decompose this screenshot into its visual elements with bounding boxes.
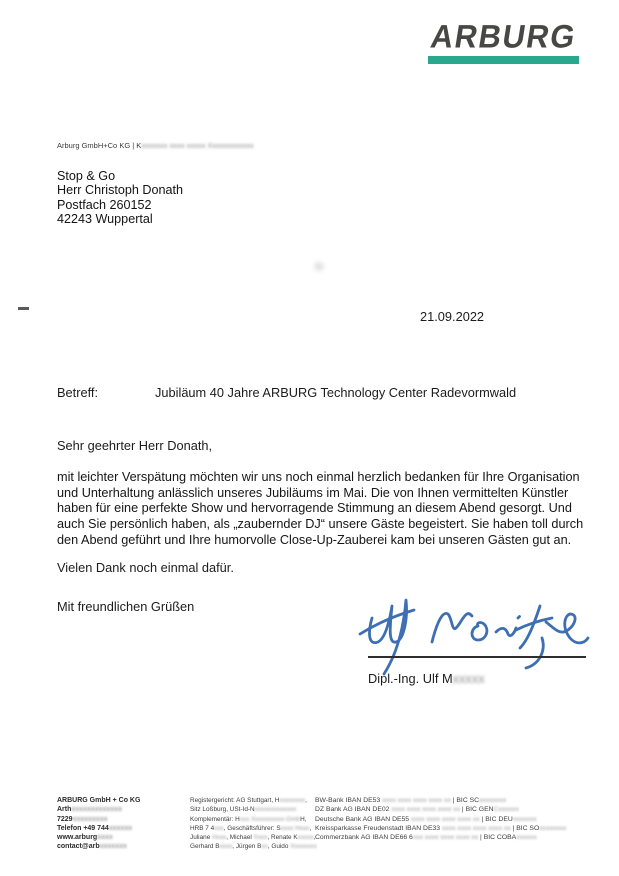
redacted-text: xxxxxx bbox=[516, 834, 537, 842]
text-segment: Gerhard B bbox=[190, 843, 220, 851]
text-segment: Sitz Loßburg, USt-Id-N bbox=[190, 806, 255, 814]
footer-legal-line bbox=[190, 824, 317, 833]
text-segment: | BIC SC bbox=[450, 797, 480, 804]
body-paragraph bbox=[57, 470, 609, 549]
text-segment: | BIC DEU bbox=[479, 815, 513, 823]
footer-email-line bbox=[57, 842, 140, 851]
text-segment: 7229 bbox=[57, 815, 73, 823]
letter-date: 21.09.2022 bbox=[420, 309, 485, 324]
redacted-text: xxxx xxxx xxxx xxxx xx bbox=[441, 824, 511, 832]
text-segment: www.arburg bbox=[57, 834, 98, 842]
text-segment: , Guido bbox=[267, 843, 291, 851]
recipient-city: 42243 Wuppertal bbox=[57, 212, 153, 227]
body-line: auch Sie persönlich haben, als „zaubernder DJ“ unsere Gäste begeistert. Sie haben toll durch bbox=[57, 517, 584, 532]
fold-mark bbox=[18, 307, 29, 310]
footer-legal-column bbox=[190, 796, 317, 852]
sender-return-address bbox=[57, 141, 254, 150]
text-segment: Juliane bbox=[190, 834, 213, 842]
footer-legal-line bbox=[190, 842, 317, 851]
redacted-text: xxxx bbox=[219, 843, 233, 851]
redacted-text: xxxxx bbox=[452, 671, 485, 686]
footer-bank-column bbox=[315, 796, 566, 842]
text-segment: contact@arb bbox=[57, 843, 100, 851]
body-line: mit leichter Verspätung möchten wir uns noch einmal herzlich bedanken für Ihre Organisation bbox=[57, 470, 580, 484]
closing-line: Mit freundlichen Grüßen bbox=[57, 599, 195, 614]
redacted-text: xxxx Hxxx bbox=[280, 824, 310, 832]
recipient-name: Herr Christoph Donath bbox=[57, 183, 183, 198]
subject-row bbox=[57, 385, 516, 400]
recipient-company: Stop & Go bbox=[57, 169, 116, 183]
text-segment: , bbox=[305, 797, 307, 804]
text-segment: Komplementär: H bbox=[190, 815, 240, 823]
redacted-text: xxxx xxxx xxxx xxxx xx bbox=[410, 815, 480, 823]
text-segment: , Jürgen B bbox=[232, 843, 262, 851]
redacted-text: Hxxx bbox=[212, 834, 227, 842]
text-segment: H, bbox=[300, 815, 307, 823]
thanks-line: Vielen Dank noch einmal dafür. bbox=[57, 560, 234, 575]
text-segment: Telefon +49 744 bbox=[57, 824, 109, 832]
text-segment: Arburg GmbH+Co KG | K bbox=[57, 141, 142, 150]
footer-company-column bbox=[57, 796, 140, 852]
recipient-po-box: Postfach 260152 bbox=[57, 197, 152, 212]
redacted-text: xxxxxxx xxxx xxxxx Xxxxxxxxxxxx bbox=[141, 141, 254, 150]
redacted-text: xxxx bbox=[97, 834, 113, 842]
footer-bank-line bbox=[315, 796, 566, 805]
arburg-logo-bar bbox=[428, 56, 579, 64]
scan-artifact bbox=[314, 262, 324, 271]
signature-rule bbox=[368, 656, 586, 658]
redacted-text: xxxxxxxx bbox=[539, 824, 567, 832]
redacted-text: xxxxx bbox=[297, 834, 314, 842]
signature-strokes bbox=[360, 600, 588, 674]
text-segment: Arth bbox=[57, 806, 72, 814]
redacted-text: xxx bbox=[214, 824, 224, 832]
redacted-text: xxxxxxxx bbox=[279, 797, 306, 804]
redacted-text: xxx Xxxxxxxxxx-Gmb bbox=[239, 815, 301, 823]
redacted-text: xxxx xxxx xxxx xxxx xx bbox=[382, 797, 451, 804]
handwritten-signature bbox=[356, 588, 591, 680]
text-segment: | BIC COBA bbox=[478, 834, 517, 842]
redacted-text: xxxxxxxxxxxxx bbox=[254, 806, 297, 814]
arburg-logo bbox=[428, 20, 579, 64]
redacted-text: xxxxxxxxxxxxx bbox=[71, 806, 123, 814]
footer-company-line bbox=[57, 815, 140, 824]
text-segment: , Renate K bbox=[267, 834, 298, 842]
text-segment: | BIC GEN bbox=[460, 806, 494, 814]
signatory-name bbox=[368, 671, 485, 686]
text-segment: Dipl.-Ing. Ulf M bbox=[368, 671, 453, 686]
text-segment: ARBURG GmbH + Co KG bbox=[57, 797, 141, 804]
text-segment: Kreissparkasse Freudenstadt IBAN DE33 bbox=[315, 824, 442, 832]
footer-legal-line bbox=[190, 833, 317, 842]
text-segment: , bbox=[309, 824, 312, 832]
text-segment: , Michael bbox=[226, 834, 254, 842]
subject-text: Jubiläum 40 Jahre ARBURG Technology Center Radevormwald bbox=[155, 385, 517, 400]
salutation: Sehr geehrter Herr Donath, bbox=[57, 438, 213, 453]
body-line: und Unterhaltung anlässlich unseres Jubiläums im Mai. Die von Ihnen vermittelten Künstler bbox=[57, 485, 569, 500]
text-segment: Commerzbank AG IBAN DE66 6 bbox=[315, 834, 413, 842]
arburg-logo-wordmark: ARBURG bbox=[428, 18, 580, 55]
text-segment: DZ Bank AG IBAN DE02 bbox=[315, 806, 392, 814]
recipient-address-block bbox=[57, 169, 183, 227]
text-segment: , bbox=[313, 834, 316, 842]
subject-label: Betreff: bbox=[57, 385, 99, 400]
text-segment: Registergericht: AG Stuttgart, H bbox=[190, 797, 280, 804]
redacted-text: Xxxxxxxx bbox=[290, 843, 317, 851]
footer-company-line bbox=[57, 805, 140, 814]
redacted-text: Xxxx bbox=[253, 834, 268, 842]
footer-bank-line bbox=[315, 824, 566, 833]
redacted-text: xxxxxxx bbox=[99, 843, 127, 851]
body-line: den Abend geführt und Ihre humorvolle Close-Up-Zauberei kam bei unseren Gästen gut an. bbox=[57, 532, 572, 547]
text-segment: BW-Bank IBAN DE53 bbox=[315, 797, 383, 804]
footer-phone-line bbox=[57, 824, 140, 833]
redacted-text: xx bbox=[261, 843, 268, 851]
footer-legal-line bbox=[190, 796, 317, 805]
text-segment: HRB 7 4 bbox=[190, 824, 215, 832]
text-segment: Deutsche Bank AG IBAN DE55 bbox=[315, 815, 411, 823]
redacted-text: xxxxxx bbox=[108, 824, 133, 832]
footer-legal-line bbox=[190, 815, 317, 824]
redacted-text: xxxx xxxx xxxx xxxx xx bbox=[391, 806, 461, 814]
text-segment: | BIC SO bbox=[510, 824, 540, 832]
text-segment: , Geschäftsführer: S bbox=[223, 824, 281, 832]
redacted-text: Cxxxxxx bbox=[493, 806, 519, 814]
redacted-text: xxx xxxx xxxx xxxx xx bbox=[412, 834, 479, 842]
redacted-text: xxxxxxxx bbox=[479, 797, 507, 804]
body-line: haben für eine perfekte Show und hervorragende Stimmung an diesem Abend gesorgt. Und bbox=[57, 501, 572, 516]
footer-company-line bbox=[57, 796, 140, 805]
footer-bank-line bbox=[315, 833, 566, 842]
footer-bank-line bbox=[315, 815, 566, 824]
redacted-text: xxxxxxxxx bbox=[72, 815, 108, 823]
footer-bank-line bbox=[315, 805, 566, 814]
redacted-text: xxxxxxx bbox=[512, 815, 537, 823]
footer-legal-line bbox=[190, 805, 317, 814]
footer-website-line bbox=[57, 833, 140, 842]
